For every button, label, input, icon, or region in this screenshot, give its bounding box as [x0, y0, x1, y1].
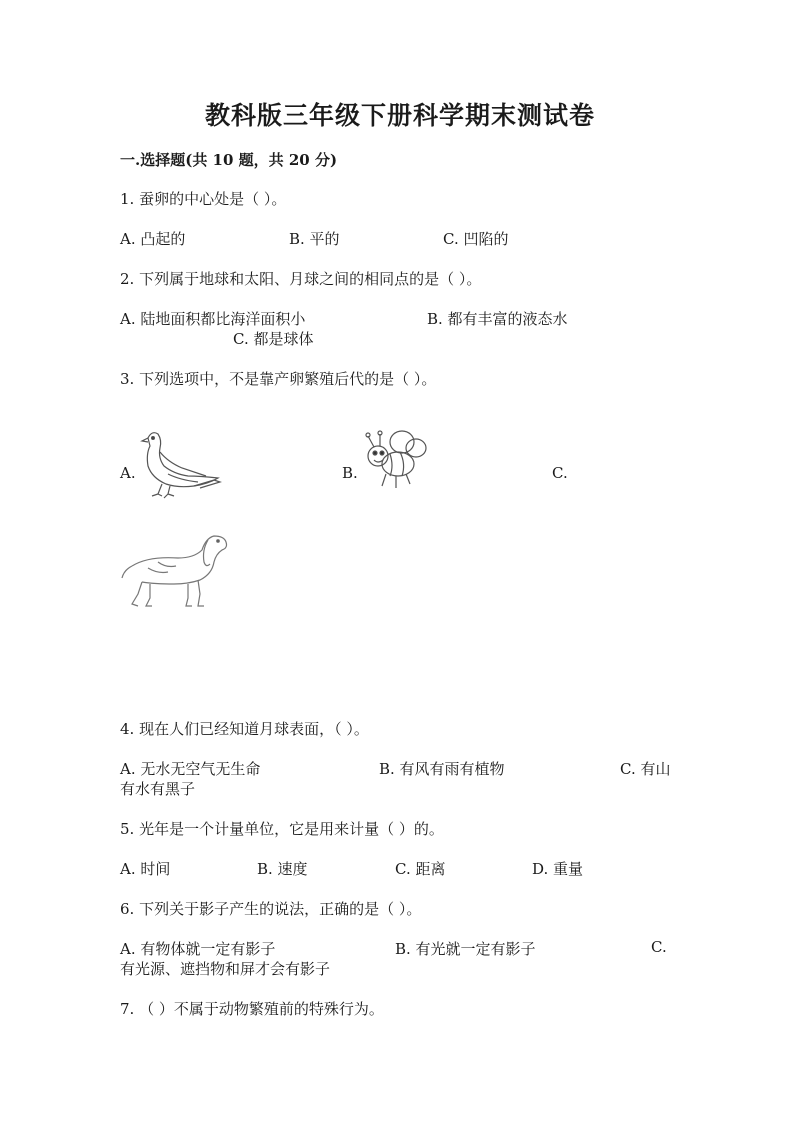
- q3-option-b: B.: [342, 464, 358, 482]
- q6-option-b: B. 有光就一定有影子: [395, 940, 536, 958]
- q5-option-c: C. 距离: [395, 860, 446, 878]
- q3-option-c: C.: [552, 464, 568, 482]
- question-3-stem: 3. 下列选项中，不是靠产卵繁殖后代的是（ ）。: [120, 370, 437, 388]
- question-6-stem: 6. 下列关于影子产生的说法，正确的是（ ）。: [120, 900, 422, 918]
- dog-icon: [118, 528, 230, 612]
- q5-option-b: B. 速度: [257, 860, 308, 878]
- q4-option-c: C. 有山: [620, 760, 671, 778]
- question-5-stem: 5. 光年是一个计量单位，它是用来计量（ ）的。: [120, 820, 444, 838]
- question-2-stem: 2. 下列属于地球和太阳、月球之间的相同点的是（ ）。: [120, 270, 482, 288]
- pigeon-icon: [138, 428, 224, 500]
- q2-option-c: C. 都是球体: [233, 330, 314, 348]
- q6-option-c: C.: [651, 938, 667, 956]
- section-heading: 一.选择题(共 10 题，共 20 分): [120, 151, 338, 169]
- q3-option-a: A.: [120, 464, 136, 482]
- q5-option-d: D. 重量: [532, 860, 584, 878]
- q2-option-a: A. 陆地面积都比海洋面积小: [120, 310, 306, 328]
- q6-option-c-continued: 有光源、遮挡物和屏才会有影子: [120, 960, 331, 978]
- q5-option-a: A. 时间: [120, 860, 171, 878]
- q4-option-b: B. 有风有雨有植物: [379, 760, 505, 778]
- q4-option-a: A. 无水无空气无生命: [120, 760, 261, 778]
- page-title: 教科版三年级下册科学期末测试卷: [204, 101, 595, 130]
- question-7-stem: 7. （ ）不属于动物繁殖前的特殊行为。: [120, 1000, 384, 1018]
- q1-option-b: B. 平的: [289, 230, 340, 248]
- q1-option-c: C. 凹陷的: [443, 230, 509, 248]
- bee-icon: [360, 428, 428, 492]
- q2-option-b: B. 都有丰富的液态水: [427, 310, 568, 328]
- q6-option-a: A. 有物体就一定有影子: [120, 940, 276, 958]
- question-4-stem: 4. 现在人们已经知道月球表面，（ ）。: [120, 720, 369, 738]
- q4-option-c-continued: 有水有黑子: [120, 780, 196, 798]
- question-1-stem: 1. 蚕卵的中心处是（ ）。: [120, 190, 287, 208]
- q1-option-a: A. 凸起的: [120, 230, 186, 248]
